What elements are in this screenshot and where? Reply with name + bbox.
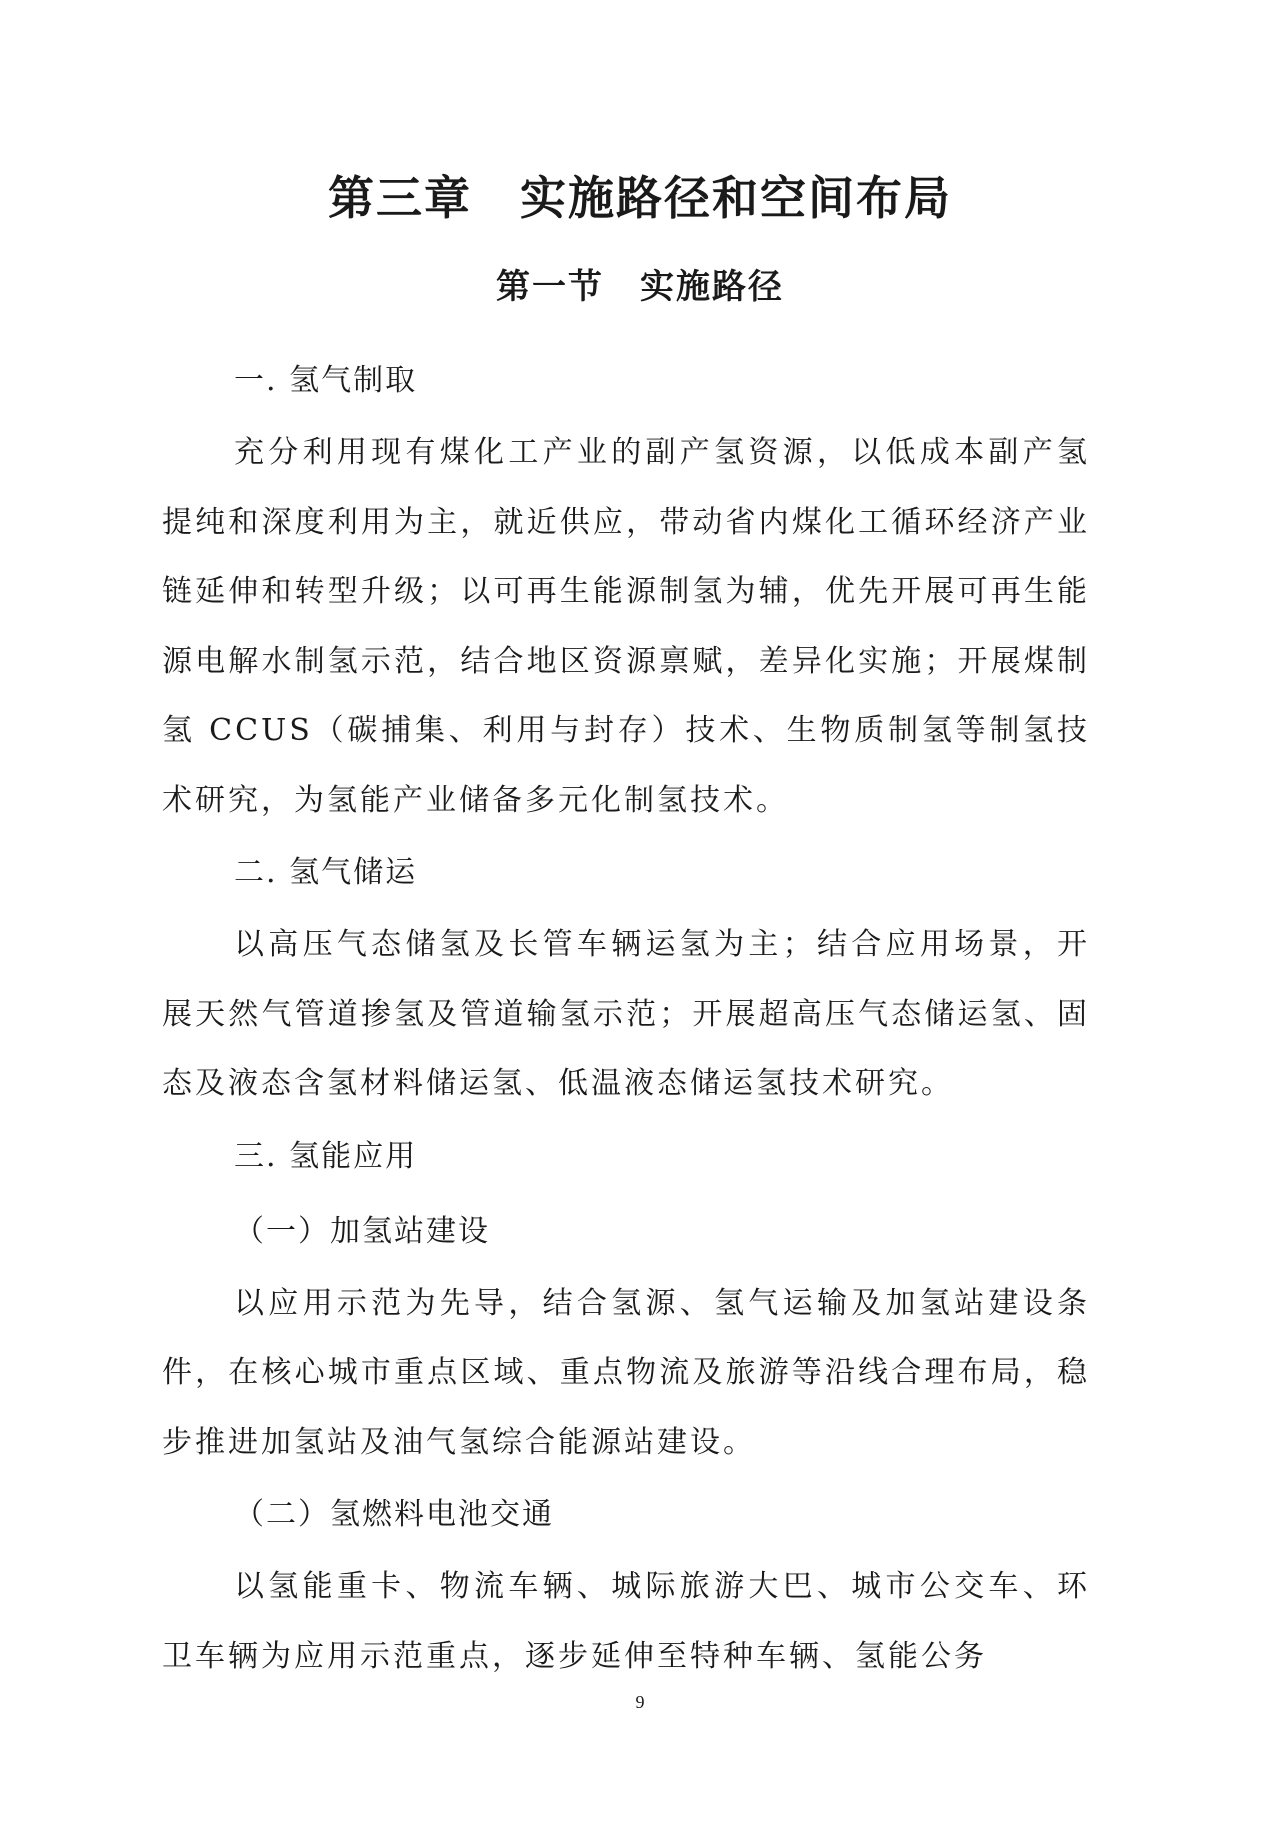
paragraph-fuel-cell-transport: 以氢能重卡、物流车辆、城际旅游大巴、城市公交车、环卫车辆为应用示范重点，逐步延伸至特种车辆、氢能公务 <box>162 1569 1090 1674</box>
paragraph-refueling-station: 以应用示范为先导，结合氢源、氢气运输及加氢站建设条件，在核心城市重点区域、重点物流及旅游等沿线合理布局，稳步推进加氢站及油气氢综合能源站建设。 <box>162 1285 1090 1460</box>
heading-hydrogen-storage-transport: 二. 氢气储运 <box>234 855 418 890</box>
body-content <box>162 343 1090 1691</box>
heading-hydrogen-application: 三. 氢能应用 <box>234 1138 418 1174</box>
section-title: 第一节 实施路径 <box>496 267 784 307</box>
chapter-title: 第三章 实施路径和空间布局 <box>328 171 952 225</box>
heading-fuel-cell-transport: （二）氢燃料电池交通 <box>234 1497 554 1532</box>
page-number: 9 <box>635 1692 645 1712</box>
heading-refueling-station: （一）加氢站建设 <box>234 1213 490 1249</box>
heading-hydrogen-production: 一. 氢气制取 <box>234 363 418 398</box>
paragraph-hydrogen-storage-transport: 以高压气态储氢及长管车辆运氢为主；结合应用场景，开展天然气管道掺氢及管道输氢示范；开展超高压气态储运氢、固态及液态含氢材料储运氢、低温液态储运氢技术研究。 <box>162 927 1090 1101</box>
paragraph-hydrogen-production: 充分利用现有煤化工产业的副产氢资源，以低成本副产氢提纯和深度利用为主，就近供应，带动省内煤化工循环经济产业链延伸和转型升级；以可再生能源制氢为辅，优先开展可再生能源电解水制氢示范，结合地区资源禀赋，差异化实施；开展煤制氢 CCUS（碳捕集、利用与封存）技术、生物质制氢等制氢技术研究，为氢能产业储备多元化制氢技术。 <box>162 435 1090 818</box>
